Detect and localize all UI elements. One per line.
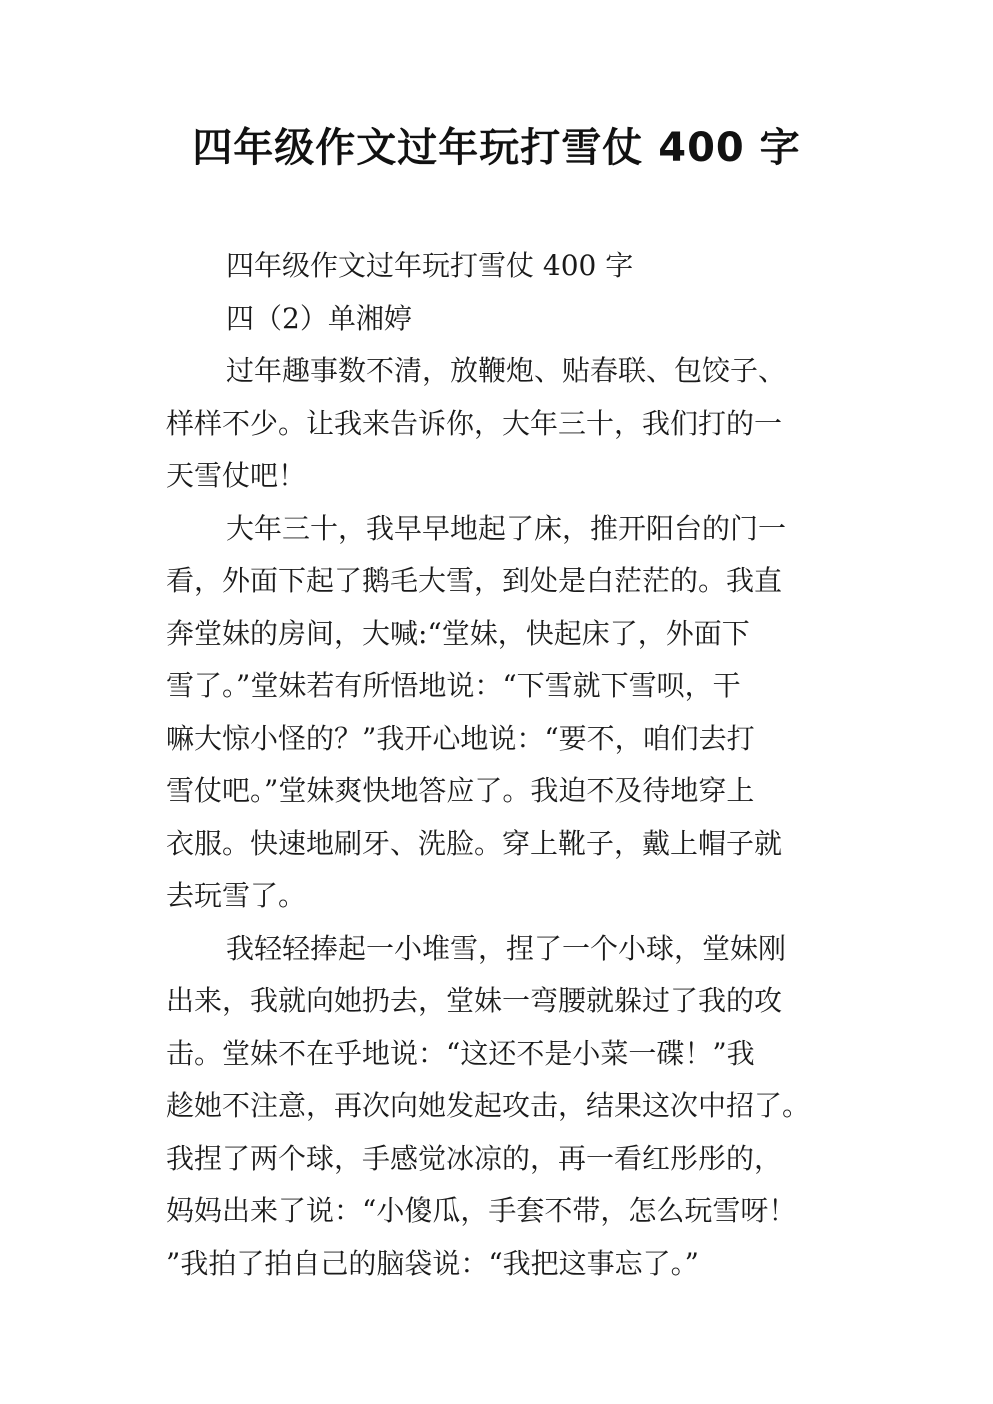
subtitle-line: 四年级作文过年玩打雪仗 400 字 — [226, 249, 634, 282]
paragraph-2-line: 奔堂妹的房间，大喊:“堂妹，快起床了，外面下 — [166, 616, 750, 650]
paragraph-1-line: 天雪仗吧！ — [166, 459, 307, 492]
paragraph-3-line: 妈妈出来了说：“小傻瓜，手套不带，怎么玩雪呀！ — [166, 1194, 797, 1227]
document-title: 四年级作文过年玩打雪仗 400 字 — [192, 125, 801, 171]
paragraph-2-line: 大年三十，我早早地起了床，推开阳台的门一 — [226, 511, 787, 545]
paragraph-3-line: 出来，我就向她扔去，堂妹一弯腰就躲过了我的攻 — [166, 984, 783, 1017]
document-body — [166, 240, 846, 1290]
paragraph-2-line: 看，外面下起了鹅毛大雪，到处是白茫茫的。我直 — [166, 564, 783, 597]
paragraph-3-line: 我轻轻捧起一小堆雪，捏了一个小球，堂妹刚 — [226, 931, 787, 965]
author-line: 四（2）单湘婷 — [226, 301, 412, 335]
paragraph-2-line: 雪了。”堂妹若有所悟地说：“下雪就下雪呗，干 — [166, 669, 741, 702]
paragraph-3-line: 击。堂妹不在乎地说：“这还不是小菜一碟！”我 — [166, 1036, 755, 1070]
paragraph-2-line: 衣服。快速地刷牙、洗脸。穿上靴子，戴上帽子就 — [166, 826, 783, 860]
paragraph-1-line: 过年趣事数不清，放鞭炮、贴春联、包饺子、 — [226, 354, 787, 387]
paragraph-2-line: 嘛大惊小怪的？”我开心地说：“要不，咱们去打 — [166, 721, 755, 755]
paragraph-3-line: 趁她不注意，再次向她发起攻击，结果这次中招了。 — [166, 1089, 811, 1122]
paragraph-1-line: 样样不少。让我来告诉你，大年三十，我们打的一 — [166, 406, 783, 440]
paragraph-2-line: 去玩雪了。 — [166, 879, 307, 912]
paragraph-3-line: ”我拍了拍自己的脑袋说：“我把这事忘了。” — [166, 1246, 699, 1280]
paragraph-3-line: 我捏了两个球，手感觉冰凉的，再一看红彤彤的， — [166, 1141, 783, 1175]
paragraph-2-line: 雪仗吧。”堂妹爽快地答应了。我迫不及待地穿上 — [166, 774, 755, 807]
